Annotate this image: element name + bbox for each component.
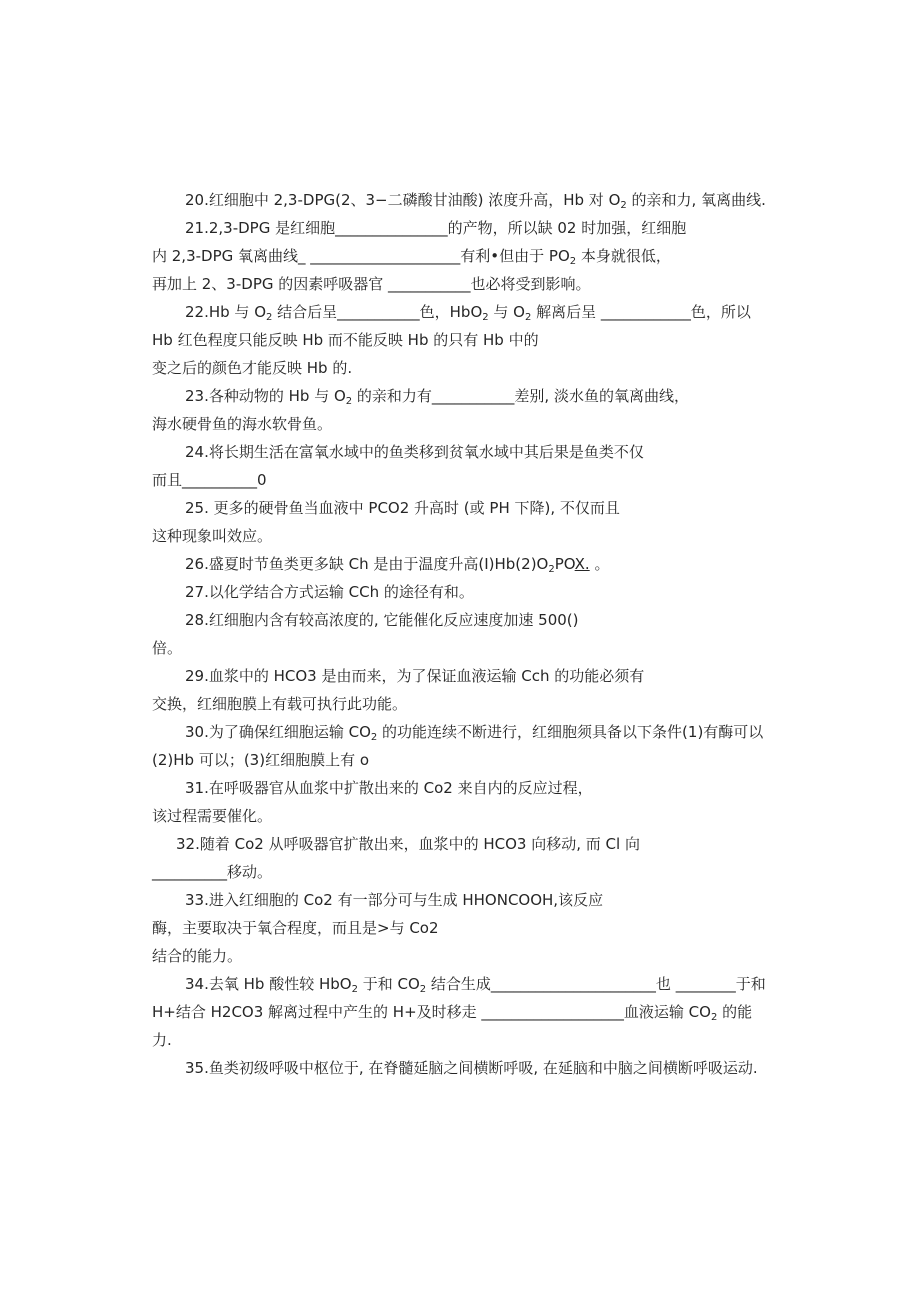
- subscript: 2: [548, 564, 555, 575]
- question-30: [0, 718, 920, 746]
- question-25-cont: [0, 522, 920, 550]
- line-text: 33.进入红细胞的 Co2 有一部分可与生成 HHONCOOH,该反应: [185, 891, 604, 909]
- line-text: 29.血浆中的 HCO3 是由而来，为了保证血液运输 Cch 的功能必须有: [185, 667, 645, 685]
- question-31: [0, 774, 920, 802]
- line-text: 22.Hb 与 O: [185, 303, 266, 321]
- line-text: 20.红细胞中 2,3-DPG(2、3−二磷酸甘油酸) 浓度升高，Hb 对 O: [185, 191, 621, 209]
- line-text: 的能: [717, 1003, 753, 1021]
- subscript: 2: [351, 984, 358, 995]
- question-29-cont: [0, 690, 920, 718]
- question-33-cont-2: [0, 942, 920, 970]
- subscript: 2: [569, 256, 577, 267]
- line-text: 的亲和力有___________差别, 淡水鱼的氧离曲线，: [352, 387, 689, 405]
- line-text: 结合生成______________________也 ________于和: [426, 975, 766, 993]
- subscript: 2: [345, 396, 353, 407]
- subscript: 2: [482, 312, 489, 323]
- question-27: [0, 578, 920, 606]
- line-text: 结合的能力。: [152, 947, 243, 965]
- question-22: [0, 298, 920, 326]
- line-text: 酶，主要取决于氧合程度，而且是>与 Co2: [152, 919, 439, 937]
- question-20: [0, 186, 920, 214]
- subscript: 2: [620, 200, 627, 211]
- question-31-cont: [0, 802, 920, 830]
- underlined-text: X.: [574, 555, 590, 573]
- line-text: 21.2,3-DPG 是红细胞_______________的产物，所以缺 02 时加强，红细胞: [185, 219, 687, 237]
- line-text: 本身就很低，: [576, 247, 671, 265]
- question-29: [0, 662, 920, 690]
- line-text: 于和 CO: [357, 975, 420, 993]
- subscript: 2: [710, 1012, 718, 1023]
- line-text: 该过程需要催化。: [152, 807, 273, 825]
- question-22-cont-2: [0, 354, 920, 382]
- question-23: [0, 382, 920, 410]
- subscript: 2: [419, 984, 427, 995]
- subscript: 2: [266, 312, 273, 323]
- subscript: 2: [370, 732, 378, 743]
- line-text: 的亲和力, 氧离曲线.: [626, 191, 766, 209]
- question-23-cont: [0, 410, 920, 438]
- question-30-cont: [0, 746, 920, 774]
- question-21-cont-1: [0, 242, 920, 270]
- line-text: Hb 红色程度只能反映 Hb 而不能反映 Hb 的只有 Hb 中的: [152, 331, 539, 349]
- question-22-cont-1: [0, 326, 920, 354]
- question-21-cont-2: [0, 270, 920, 298]
- line-text: 交换，红细胞膜上有载可执行此功能。: [152, 695, 408, 713]
- document-page: [0, 186, 920, 1082]
- line-text: 倍。: [152, 639, 183, 657]
- line-text: 变之后的颜色才能反映 Hb 的.: [152, 359, 353, 377]
- subscript: 2: [524, 312, 532, 323]
- line-text: 海水硬骨鱼的海水软骨鱼。: [152, 415, 333, 433]
- question-34-cont-2: [0, 1026, 920, 1054]
- line-text: 32.随着 Co2 从呼吸器官扩散出来，血浆中的 HCO3 向移动, 而 Cl 向: [176, 835, 640, 853]
- question-25: [0, 494, 920, 522]
- line-text: PO: [554, 555, 575, 573]
- line-text: 34.去氧 Hb 酸性较 HbO: [185, 975, 352, 993]
- line-text: 再加上 2、3-DPG 的因素呼吸器官 ___________也必将受到影响。: [152, 275, 591, 293]
- line-text: 30.为了确保红细胞运输 CO: [185, 723, 371, 741]
- question-24: [0, 438, 920, 466]
- line-text: H+结合 H2CO3 解离过程中产生的 H+及时移走 ___________________血液运输 CO: [152, 1003, 711, 1021]
- question-34: [0, 970, 920, 998]
- line-text: __________移动。: [152, 863, 273, 881]
- line-text: 这种现象叫效应。: [152, 527, 273, 545]
- line-text: 24.将长期生活在富氧水域中的鱼类移到贫氧水域中其后果是鱼类不仅: [185, 443, 644, 461]
- line-text: 23.各种动物的 Hb 与 O: [185, 387, 346, 405]
- question-33: [0, 886, 920, 914]
- line-text: 28.红细胞内含有较高浓度的, 它能催化反应速度加速 500(): [185, 611, 579, 629]
- line-text: 解离后呈 ____________色，所以: [531, 303, 751, 321]
- line-text: 的功能连续不断进行，红细胞须具备以下条件(1)有酶可以: [377, 723, 764, 741]
- question-33-cont-1: [0, 914, 920, 942]
- line-text: 26.盛夏时节鱼类更多缺 Ch 是由于温度升高(I)Hb(2)O: [185, 555, 549, 573]
- line-text: 31.在呼吸器官从血浆中扩散出来的 Co2 来自内的反应过程，: [185, 779, 593, 797]
- question-28: [0, 606, 920, 634]
- question-28-cont: [0, 634, 920, 662]
- line-text: 25. 更多的硬骨鱼当血液中 PCO2 升高时 (或 PH 下降), 不仅而且: [185, 499, 620, 517]
- line-text: (2)Hb 可以；(3)红细胞膜上有 o: [152, 751, 370, 769]
- question-35: [0, 1054, 920, 1082]
- line-text: 。: [589, 555, 610, 573]
- question-24-cont: [0, 466, 920, 494]
- question-32: [0, 830, 920, 858]
- line-text: 与 O: [488, 303, 525, 321]
- line-text: 力.: [152, 1031, 172, 1049]
- line-text: 结合后呈___________色，HbO: [272, 303, 483, 321]
- question-32-cont: [0, 858, 920, 886]
- line-text: 27.以化学结合方式运输 CCh 的途径有和。: [185, 583, 474, 601]
- line-text: 35.鱼类初级呼吸中枢位于, 在脊髓延脑之间横断呼吸, 在延脑和中脑之间横断呼吸运动.: [185, 1059, 758, 1077]
- line-text: 而且__________0: [152, 471, 267, 489]
- question-34-cont-1: [0, 998, 920, 1026]
- question-21: [0, 214, 920, 242]
- question-26: [0, 550, 920, 578]
- line-text: 内 2,3-DPG 氧离曲线_ ____________________有利•但由于 PO: [152, 247, 570, 265]
